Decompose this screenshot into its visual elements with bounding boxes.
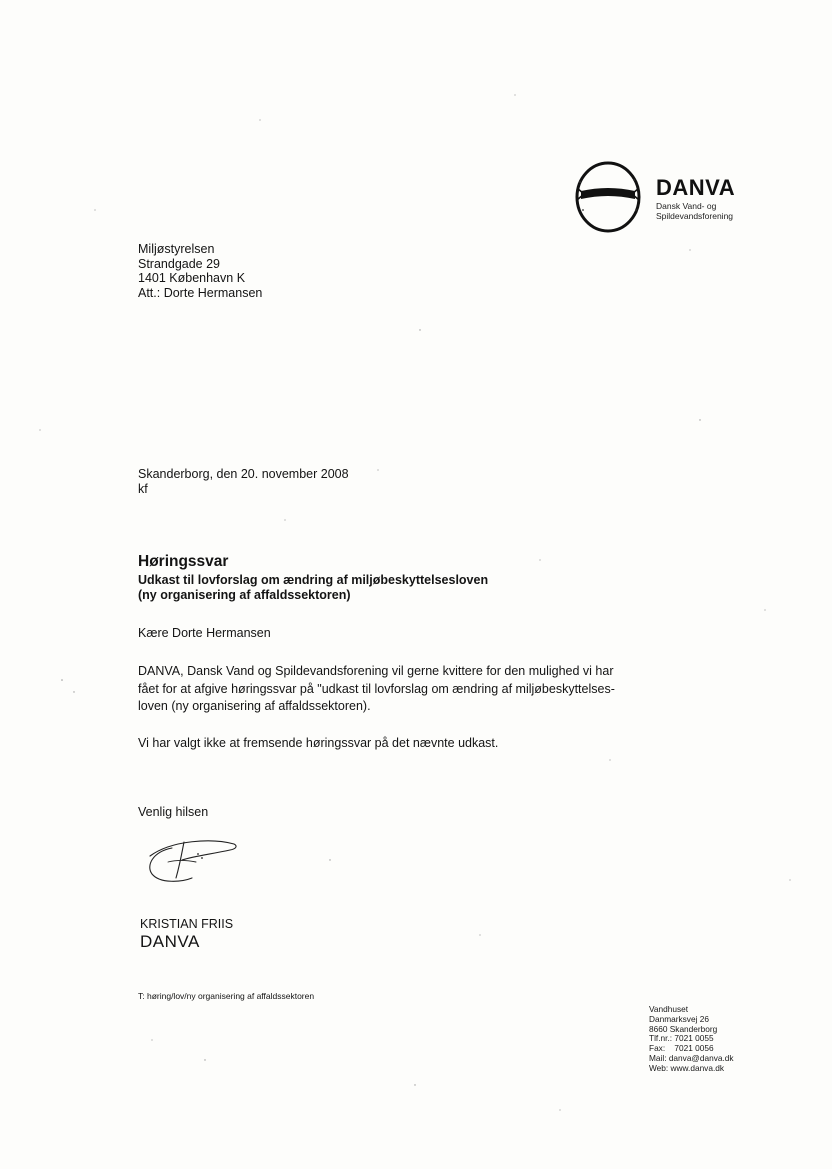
danva-logo (572, 158, 752, 238)
recipient-line: 1401 København K (138, 271, 246, 285)
logo-subtitle-line: Spildevandsforening (656, 210, 734, 221)
salutation: Kære Dorte Hermansen (138, 626, 271, 640)
signer-name: KRISTIAN FRIIS (140, 917, 234, 931)
body-paragraph-1 (138, 663, 615, 716)
place-date: Skanderborg, den 20. november 2008 (138, 467, 349, 481)
author-initials: kf (138, 481, 148, 496)
letter-heading: Høringssvar (138, 553, 229, 570)
footer-line: Tlf.nr.: 7021 0055 (649, 1033, 714, 1044)
logo-subtitle (656, 202, 733, 221)
logo-wordmark: DANVA (656, 175, 736, 200)
paragraph-line: loven (ny organisering af affaldssektoren). (138, 699, 371, 713)
date-block (138, 467, 349, 496)
footer-line: Danmarksvej 26 (649, 1013, 709, 1024)
recipient-line: Miljøstyrelsen (138, 242, 215, 256)
handwritten-signature (142, 834, 242, 890)
logo-subtitle-line: Dansk Vand- og (656, 201, 717, 211)
footer-line: Vandhuset (649, 1004, 689, 1014)
footer-contact (649, 1005, 734, 1074)
footer-line: 8660 Skanderborg (649, 1023, 718, 1034)
subheading-line: (ny organisering af affaldssektoren) (138, 588, 351, 602)
recipient-address (138, 242, 262, 300)
letter-subheading (138, 573, 488, 603)
closing: Venlig hilsen (138, 805, 209, 819)
footer-line: Fax: 7021 0056 (649, 1043, 714, 1054)
subheading-line: Udkast til lovforslag om ændring af miljøbeskyttelsesloven (138, 573, 489, 587)
signer-organization: DANVA (140, 932, 200, 951)
danva-logo-mark-icon (572, 158, 644, 236)
paragraph-line: fået for at afgive høringssvar på "udkast til lovforslag om ændring af miljøbeskyttelses- (138, 681, 615, 696)
footer-email: Mail: danva@danva.dk (649, 1052, 734, 1063)
recipient-line: Strandgade 29 (138, 256, 221, 271)
file-reference: T: høring/lov/ny organisering af affaldssektoren (138, 991, 315, 1001)
paragraph-line: DANVA, Dansk Vand og Spildevandsforening vil gerne kvittere for den mulighed vi har (138, 664, 614, 678)
recipient-line: Att.: Dorte Hermansen (138, 285, 263, 300)
footer-web: Web: www.danva.dk (649, 1062, 725, 1073)
body-paragraph-2: Vi har valgt ikke at fremsende høringssvar på det nævnte udkast. (138, 736, 499, 750)
